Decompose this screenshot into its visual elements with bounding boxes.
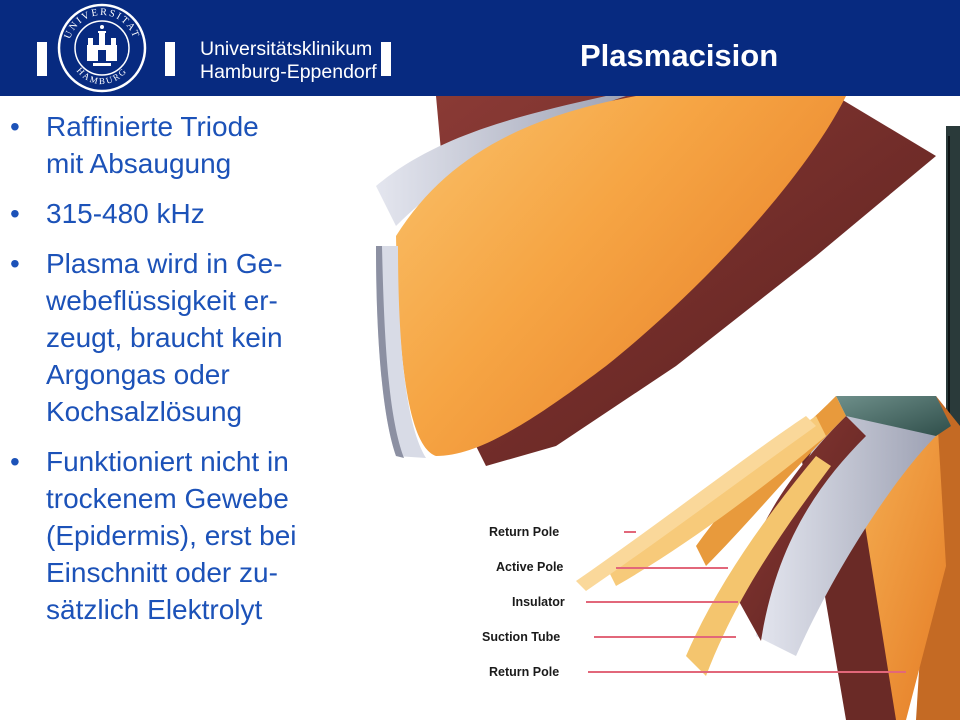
label-return-pole-1: Return Pole [489,525,560,539]
bullet-line: Plasma wird in Ge- [46,248,283,279]
label-active-pole: Active Pole [496,560,564,574]
bullet-symbol: • [10,198,20,229]
institution-line-2: Hamburg-Eppendorf [200,61,377,83]
logo-bar-middle [165,42,175,76]
bullet-line: webeflüssigkeit er- [46,285,278,316]
electrode-cross-section-illustration [376,96,960,720]
bullet-line: mit Absaugung [46,148,232,179]
bullet-line: zeugt, braucht kein [46,322,283,353]
institution-name [200,38,377,84]
university-seal-logo [57,3,147,93]
bullet-item [10,108,385,182]
bullet-symbol: • [10,248,20,279]
bullet-line: Raffinierte Triode [46,111,259,142]
bullet-line: Funktioniert nicht in [46,446,289,477]
bullet-symbol: • [10,111,20,142]
svg-text:HAMBURG: HAMBURG [74,65,130,87]
bullet-item [10,443,385,628]
bullet-line: Einschnitt oder zu- [46,557,278,588]
bullet-line: trockenem Gewebe [46,483,289,514]
bullet-line: Argongas oder [46,359,230,390]
label-insulator: Insulator [512,595,565,609]
label-return-pole-2: Return Pole [489,665,560,679]
slide-title: Plasmacision [580,38,779,73]
logo-bar-right [381,42,391,76]
institution-line-1: Universitätsklinikum [200,38,373,60]
bullet-symbol: • [10,446,20,477]
svg-text:UNIVERSITAT: UNIVERSITAT [62,6,142,41]
bullet-line: Kochsalzlösung [46,396,243,427]
bullet-line: 315-480 kHz [46,198,205,229]
bullet-list [10,108,385,641]
logo-bar-left [37,42,47,76]
bullet-line: (Epidermis), erst bei [46,520,297,551]
bullet-item [10,245,385,430]
bullet-item [10,195,385,232]
header-bar [0,0,960,96]
bullet-line: sätzlich Elektrolyt [46,594,263,625]
label-suction-tube: Suction Tube [482,630,561,644]
